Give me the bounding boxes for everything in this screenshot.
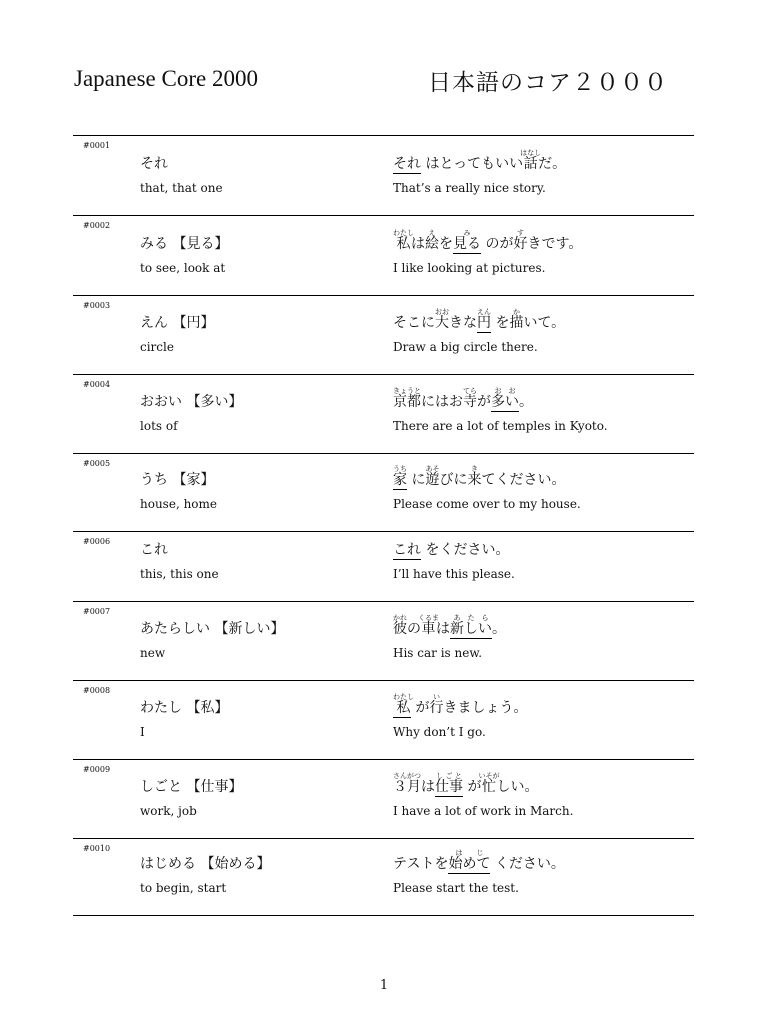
vocab-entry — [73, 680, 694, 759]
vocabulary-list — [73, 135, 694, 916]
entry-number: #0006 — [83, 537, 111, 546]
vocab-meaning: this, this one — [140, 567, 219, 581]
target-word — [393, 465, 407, 490]
target-word — [477, 308, 491, 333]
sentence-translation: Please start the test. — [393, 881, 519, 895]
sentence-text: が — [477, 394, 491, 410]
sentence-text: きな — [449, 315, 477, 331]
vocab-word: これ — [140, 542, 168, 558]
sentence-text: のが — [481, 236, 514, 252]
vocab-meaning: lots of — [140, 419, 178, 433]
entry-number: #0010 — [83, 844, 111, 853]
entry-number: #0004 — [83, 380, 111, 389]
kanji-with-reading — [429, 693, 444, 716]
target-word — [393, 693, 414, 718]
kanji-with-reading — [463, 387, 477, 410]
furigana: くるま — [418, 614, 439, 622]
furigana: い — [429, 693, 444, 701]
example-sentence — [393, 465, 565, 489]
vocab-meaning: work, job — [140, 804, 197, 818]
sentence-text: はとってもいい — [421, 156, 524, 172]
entry-number: #0007 — [83, 607, 111, 616]
vocab-entry — [73, 838, 694, 916]
sentence-text: ください。 — [490, 856, 565, 872]
vocab-entry — [73, 135, 694, 215]
vocab-word: それ — [140, 156, 168, 172]
sentence-text: を — [491, 315, 510, 331]
target-word — [453, 229, 481, 254]
kanji-text: 見る — [453, 236, 481, 252]
vocab-word: うち 【家】 — [140, 472, 215, 488]
target-word — [491, 387, 519, 412]
kanji-with-reading — [393, 614, 407, 637]
kanji-text: 円 — [477, 315, 491, 331]
furigana: わたし — [393, 229, 414, 237]
vocab-meaning: that, that one — [140, 181, 223, 195]
kanji-with-reading — [467, 465, 482, 488]
kanji-text: 多い — [491, 394, 519, 410]
sentence-translation: His car is new. — [393, 646, 483, 660]
example-sentence — [393, 149, 566, 173]
furigana: うち — [393, 465, 407, 473]
header-title-english: Japanese Core 2000 — [74, 66, 258, 91]
vocab-entry — [73, 531, 694, 601]
furigana: き — [467, 465, 482, 473]
target-word: これ — [393, 542, 421, 558]
entry-number: #0003 — [83, 301, 111, 310]
kanji-text: 大 — [435, 315, 449, 331]
kanji-text: 遊 — [425, 472, 440, 488]
furigana: えん — [477, 308, 491, 316]
sentence-text: 。 — [519, 394, 533, 410]
sentence-text: が — [411, 700, 430, 716]
vocab-meaning: I — [140, 725, 145, 739]
target-word: それ — [393, 156, 421, 172]
target-word — [448, 849, 491, 874]
vocab-word: はじめる 【始める】 — [140, 856, 271, 872]
sentence-text: にはお — [421, 394, 463, 410]
vocab-entry — [73, 453, 694, 531]
kanji-text: 私 — [393, 236, 414, 252]
sentence-text: に — [407, 472, 426, 488]
entry-number: #0001 — [83, 141, 111, 150]
sentence-text: の — [407, 621, 421, 637]
sentence-translation: Please come over to my house. — [393, 497, 581, 511]
kanji-text: 行 — [429, 700, 444, 716]
furigana: きょうと — [393, 387, 421, 395]
example-sentence — [393, 539, 509, 559]
furigana: しごと — [435, 772, 463, 780]
vocab-meaning: to see, look at — [140, 261, 226, 275]
furigana: てら — [463, 387, 477, 395]
furigana: わたし — [393, 693, 414, 701]
vocab-meaning: house, home — [140, 497, 218, 511]
kanji-text: 忙 — [478, 779, 500, 795]
sentence-translation: That’s a really nice story. — [393, 181, 546, 195]
sentence-translation: I have a lot of work in March. — [393, 804, 574, 818]
kanji-text: 寺 — [463, 394, 477, 410]
kanji-text: 家 — [393, 472, 407, 488]
sentence-text: てください。 — [481, 472, 566, 488]
vocab-word: おおい 【多い】 — [140, 394, 243, 410]
kanji-text: ３月 — [393, 779, 421, 795]
sentence-translation: Why don’t I go. — [393, 725, 486, 739]
sentence-text: だ。 — [538, 156, 567, 172]
example-sentence — [393, 308, 565, 332]
sentence-text: が — [463, 779, 482, 795]
sentence-text: テストを — [393, 856, 449, 872]
kanji-text: 彼 — [393, 621, 407, 637]
kanji-with-reading — [393, 229, 414, 252]
kanji-with-reading — [425, 229, 439, 252]
furigana: あそ — [425, 465, 440, 473]
sentence-text: いて。 — [523, 315, 566, 331]
furigana: み — [453, 229, 481, 237]
furigana: え — [425, 229, 439, 237]
kanji-with-reading — [478, 772, 500, 795]
sentence-text: びに — [439, 472, 468, 488]
furigana: さんがつ — [393, 772, 421, 780]
sentence-translation: I like looking at pictures. — [393, 261, 546, 275]
vocab-entry — [73, 759, 694, 838]
kanji-text: 始めて — [448, 856, 491, 872]
vocab-entry — [73, 374, 694, 453]
entry-number: #0005 — [83, 459, 111, 468]
vocab-meaning: new — [140, 646, 166, 660]
entry-number: #0008 — [83, 686, 111, 695]
sentence-text: きです。 — [527, 236, 583, 252]
sentence-text: そこに — [393, 315, 435, 331]
sentence-text: は — [421, 779, 435, 795]
kanji-with-reading — [435, 308, 449, 331]
vocab-meaning: to begin, start — [140, 881, 227, 895]
entry-number: #0002 — [83, 221, 111, 230]
example-sentence — [393, 229, 582, 253]
kanji-with-reading — [520, 149, 542, 172]
kanji-with-reading — [513, 229, 528, 252]
sentence-translation: There are a lot of temples in Kyoto. — [393, 419, 608, 433]
vocab-entry — [73, 601, 694, 680]
kanji-text: 京都 — [393, 394, 421, 410]
furigana: あたら — [450, 614, 492, 622]
vocab-word: みる 【見る】 — [140, 236, 229, 252]
sentence-text: をください。 — [421, 542, 510, 558]
kanji-text: 好 — [513, 236, 528, 252]
sentence-text: しい。 — [496, 779, 539, 795]
example-sentence — [393, 849, 565, 873]
furigana: す — [513, 229, 528, 237]
kanji-text: 来 — [467, 472, 482, 488]
kanji-with-reading — [393, 772, 421, 795]
furigana: おお — [491, 387, 519, 395]
vocab-word: しごと 【仕事】 — [140, 779, 243, 795]
furigana: おお — [435, 308, 449, 316]
kanji-text: 話 — [520, 156, 542, 172]
entry-number: #0009 — [83, 765, 111, 774]
furigana: はなし — [520, 149, 542, 157]
furigana: いそが — [478, 772, 500, 780]
kanji-text: 絵 — [425, 236, 439, 252]
sentence-translation: Draw a big circle there. — [393, 340, 538, 354]
kanji-with-reading — [425, 465, 440, 488]
sentence-text: を — [439, 236, 453, 252]
kanji-text: 車 — [418, 621, 439, 637]
vocab-entry — [73, 215, 694, 295]
kanji-text: 私 — [393, 700, 414, 716]
vocab-entry — [73, 295, 694, 374]
sentence-text: きましょう。 — [443, 700, 528, 716]
example-sentence — [393, 693, 527, 717]
furigana: はじ — [448, 849, 491, 857]
kanji-text: 描 — [509, 315, 524, 331]
sentence-translation: I’ll have this please. — [393, 567, 515, 581]
header-title-japanese: 日本語のコア２０００ — [428, 70, 668, 96]
kanji-text: 新しい — [450, 621, 492, 637]
example-sentence — [393, 387, 533, 411]
vocab-word: わたし 【私】 — [140, 700, 229, 716]
kanji-with-reading — [509, 308, 524, 331]
example-sentence — [393, 772, 538, 796]
target-word — [435, 772, 463, 797]
sentence-text: は — [436, 621, 450, 637]
vocab-word: えん 【円】 — [140, 315, 215, 331]
furigana: か — [509, 308, 524, 316]
kanji-with-reading — [393, 387, 421, 410]
target-word — [450, 614, 492, 639]
page-number: 1 — [379, 978, 389, 993]
kanji-with-reading — [418, 614, 439, 637]
example-sentence — [393, 614, 506, 638]
kanji-text: 仕事 — [435, 779, 463, 795]
vocab-word: あたらしい 【新しい】 — [140, 621, 285, 637]
furigana: かれ — [393, 614, 407, 622]
sentence-text: 。 — [492, 621, 506, 637]
sentence-text: は — [411, 236, 425, 252]
vocab-meaning: circle — [140, 340, 174, 354]
